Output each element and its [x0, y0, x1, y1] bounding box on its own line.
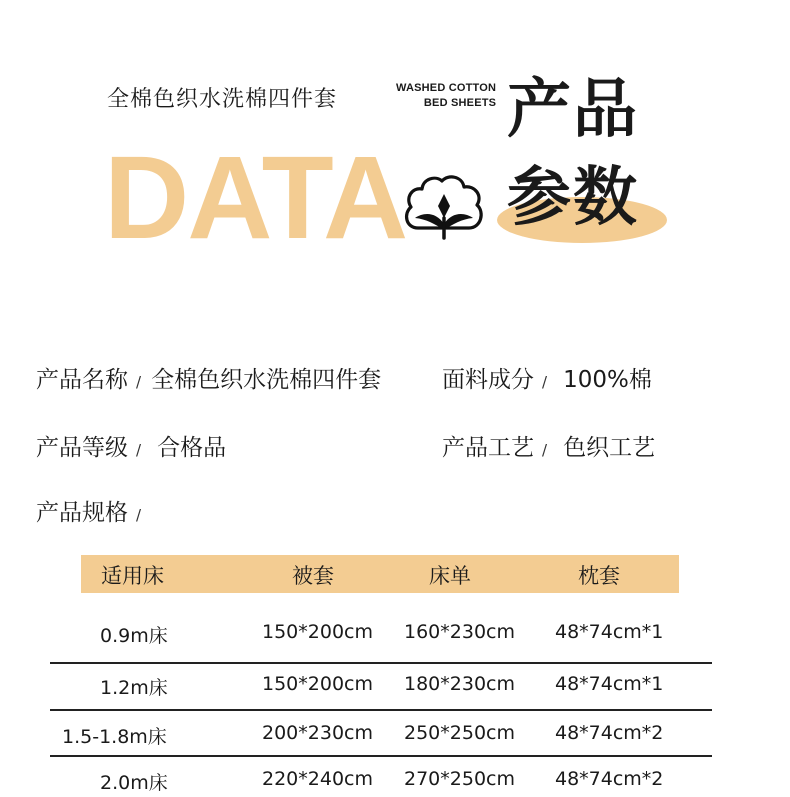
table-header-pillowcase: 枕套 — [578, 564, 620, 588]
table-cell-bed: 2.0m床 — [100, 772, 168, 794]
table-cell-pillowcase: 48*74cm*1 — [555, 673, 664, 695]
product-subtitle: 全棉色织水洗棉四件套 — [107, 87, 338, 112]
table-cell-pillowcase: 48*74cm*1 — [555, 621, 664, 643]
spec-label: 产品工艺 — [442, 435, 534, 461]
spec-label: 产品名称 — [36, 367, 128, 393]
table-divider — [50, 755, 712, 757]
english-title — [396, 81, 496, 111]
title-line-2: 参数 — [507, 161, 639, 235]
spec-label: 面料成分 — [442, 367, 534, 393]
table-header-duvet: 被套 — [292, 564, 334, 588]
english-title-line1: WASHED COTTON — [396, 82, 497, 94]
english-title-line2: BED SHEETS — [423, 97, 497, 109]
spec-separator: / — [136, 441, 142, 459]
spec-fabric — [442, 361, 652, 394]
table-cell-duvet: 200*230cm — [262, 722, 373, 744]
table-cell-sheet: 180*230cm — [404, 673, 515, 695]
table-header-sheet: 床单 — [429, 564, 471, 588]
table-cell-sheet: 250*250cm — [404, 722, 515, 744]
spec-grade — [36, 429, 226, 462]
spec-product-name — [36, 361, 381, 394]
cotton-flower-icon — [402, 172, 486, 242]
spec-value: 全棉色织水洗棉四件套 — [151, 367, 382, 393]
table-cell-sheet: 160*230cm — [404, 621, 515, 643]
table-cell-sheet: 270*250cm — [404, 768, 515, 790]
table-cell-duvet: 220*240cm — [262, 768, 373, 790]
spec-size — [36, 494, 151, 527]
table-cell-pillowcase: 48*74cm*2 — [555, 722, 664, 744]
table-cell-duvet: 150*200cm — [262, 673, 373, 695]
spec-value: 合格品 — [157, 435, 227, 461]
table-cell-bed: 1.5-1.8m床 — [62, 726, 167, 748]
spec-separator: / — [136, 506, 142, 524]
table-cell-pillowcase: 48*74cm*2 — [555, 768, 664, 790]
spec-label: 产品规格 — [36, 500, 128, 526]
table-divider — [50, 709, 712, 711]
table-divider — [50, 662, 712, 664]
data-watermark: DATA — [104, 132, 407, 264]
spec-separator: / — [136, 373, 142, 391]
table-cell-bed: 1.2m床 — [100, 677, 168, 699]
spec-craft — [442, 429, 655, 462]
spec-separator: / — [542, 373, 548, 391]
spec-value: 100%棉 — [563, 367, 652, 393]
spec-label: 产品等级 — [36, 435, 128, 461]
spec-separator: / — [542, 441, 548, 459]
title-line-1: 产品 — [507, 73, 639, 147]
spec-value: 色织工艺 — [563, 435, 656, 461]
table-cell-bed: 0.9m床 — [100, 625, 168, 647]
table-cell-duvet: 150*200cm — [262, 621, 373, 643]
table-header-bed: 适用床 — [101, 564, 164, 588]
